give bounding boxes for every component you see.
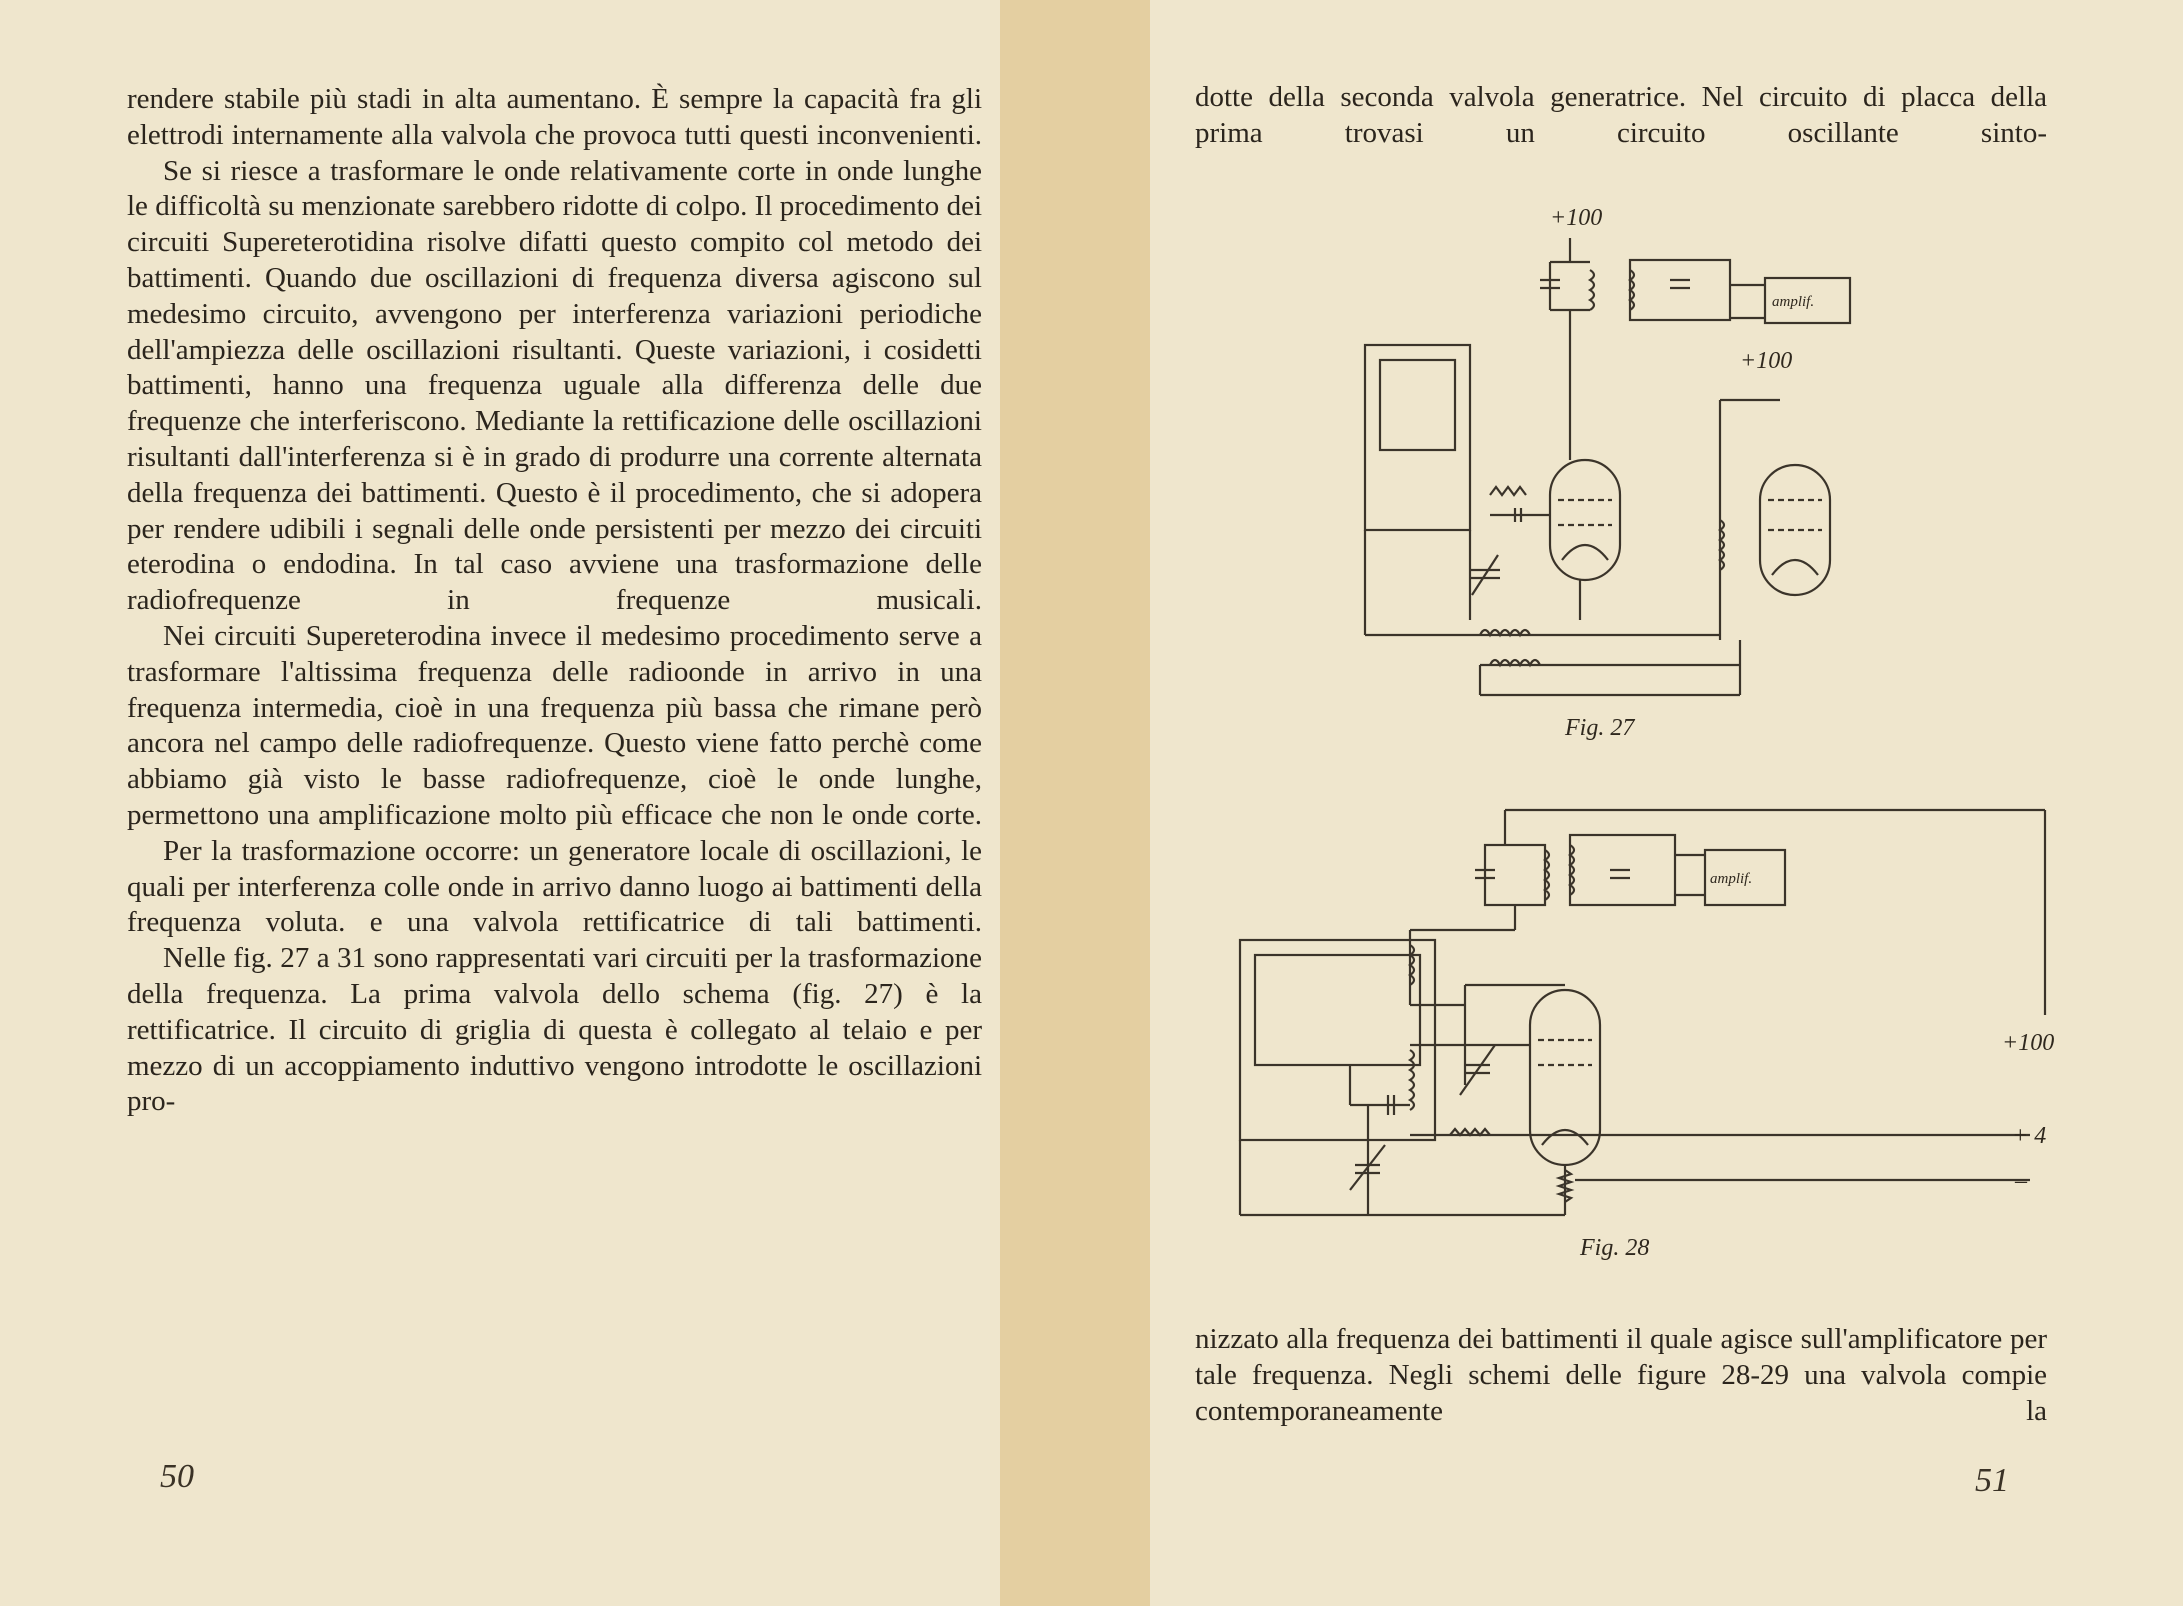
fig27-caption: Fig. 27 (1565, 715, 1635, 741)
right-page (1150, 0, 2183, 1606)
right-page-bottom-text (1195, 1322, 2047, 1429)
fig27-label-top: +100 (1550, 205, 1603, 231)
fig28-amp-label: amplif. (1710, 871, 1753, 887)
fig27-label-right: +100 (1740, 348, 1793, 374)
fig28-label-plus100: +100 (2002, 1030, 2055, 1056)
paragraph: Se si riesce a trasformare le onde relativamente corte in onde lunghe le difficoltà su menzionate sarebbero ridotte di colpo. Il procedimento dei circuiti Supereterotidina risolve difatti questo compito col metodo dei battimenti. Quando due oscillazioni di frequenza diversa agiscono sul medesimo circuito, avvengono per interferenza variazioni periodiche dell'ampiezza delle oscillazioni risultanti. Queste variazioni, i cosidetti battimenti, hanno una frequenza uguale alla differenza delle due frequenze che interferiscono. Mediante la rettificazione delle oscillazioni risultanti dall'interferenza si è in grado di produrre una corrente alternata della frequenza dei battimenti. Questo è il procedimento, che si adopera per rendere udibili i segnali delle onde persistenti per mezzo dei circuiti eterodina o endodina. In tal caso avviene una trasformazione delle radiofrequenze in frequenze musicali. (127, 154, 982, 617)
paragraph: Nei circuiti Supereterodina invece il medesimo procedimento serve a trasformare l'altissima frequenza delle radioonde in arrivo in una frequenza intermedia, cioè in una frequenza più bassa che rimane però ancora nel campo delle radiofrequenze. Questo viene fatto perchè come abbiamo già visto le basse radiofrequenze, cioè le onde lunghe, permettono una amplificazione molto più efficace che non le onde corte. (127, 619, 982, 831)
figure-28 (1220, 795, 2060, 1275)
page-number: 50 (160, 1458, 194, 1495)
fig27-amp-label: amplif. (1772, 294, 1815, 310)
page-number: 51 (1975, 1462, 2009, 1499)
fig28-label-plus4: + 4 (2012, 1123, 2047, 1149)
book-gutter (1000, 0, 1150, 1606)
paragraph: Nelle fig. 27 a 31 sono rappresentati vari circuiti per la trasformazione della frequenza. La prima valvola dello schema (fig. 27) è la rettificatrice. Il circuito di griglia di questa è collegato al telaio e per mezzo di un accoppiamento induttivo vengono introdotte le oscillazioni pro- (127, 942, 982, 1118)
paragraph: dotte della seconda valvola generatrice. Nel circuito di placca della prima trovasi un circuito oscillante sinto- (1195, 81, 2047, 149)
paragraph: Per la trasformazione occorre: un generatore locale di oscillazioni, le quali per interferenza colle onde in arrivo danno luogo ai battimenti della frequenza voluta. e una valvola rettificatrice di tali battimenti. (127, 834, 982, 939)
right-page-top-text (1195, 80, 2047, 152)
figure-27 (1340, 200, 1860, 760)
left-page-text (127, 82, 982, 1120)
left-page (0, 0, 1000, 1606)
circuit-diagram-fig27 (1340, 200, 1860, 760)
paragraph: nizzato alla frequenza dei battimenti il quale agisce sull'amplificatore per tale frequenza. Negli schemi delle figure 28-29 una valvola compie contemporaneamente la (1195, 1323, 2047, 1427)
circuit-diagram-fig28 (1220, 795, 2060, 1275)
fig28-caption: Fig. 28 (1580, 1235, 1650, 1261)
paragraph: rendere stabile più stadi in alta aumentano. È sempre la capacità fra gli elettrodi internamente alla valvola che provoca tutti questi inconvenienti. (127, 83, 982, 151)
fig28-label-minus: – (2015, 1168, 2027, 1194)
